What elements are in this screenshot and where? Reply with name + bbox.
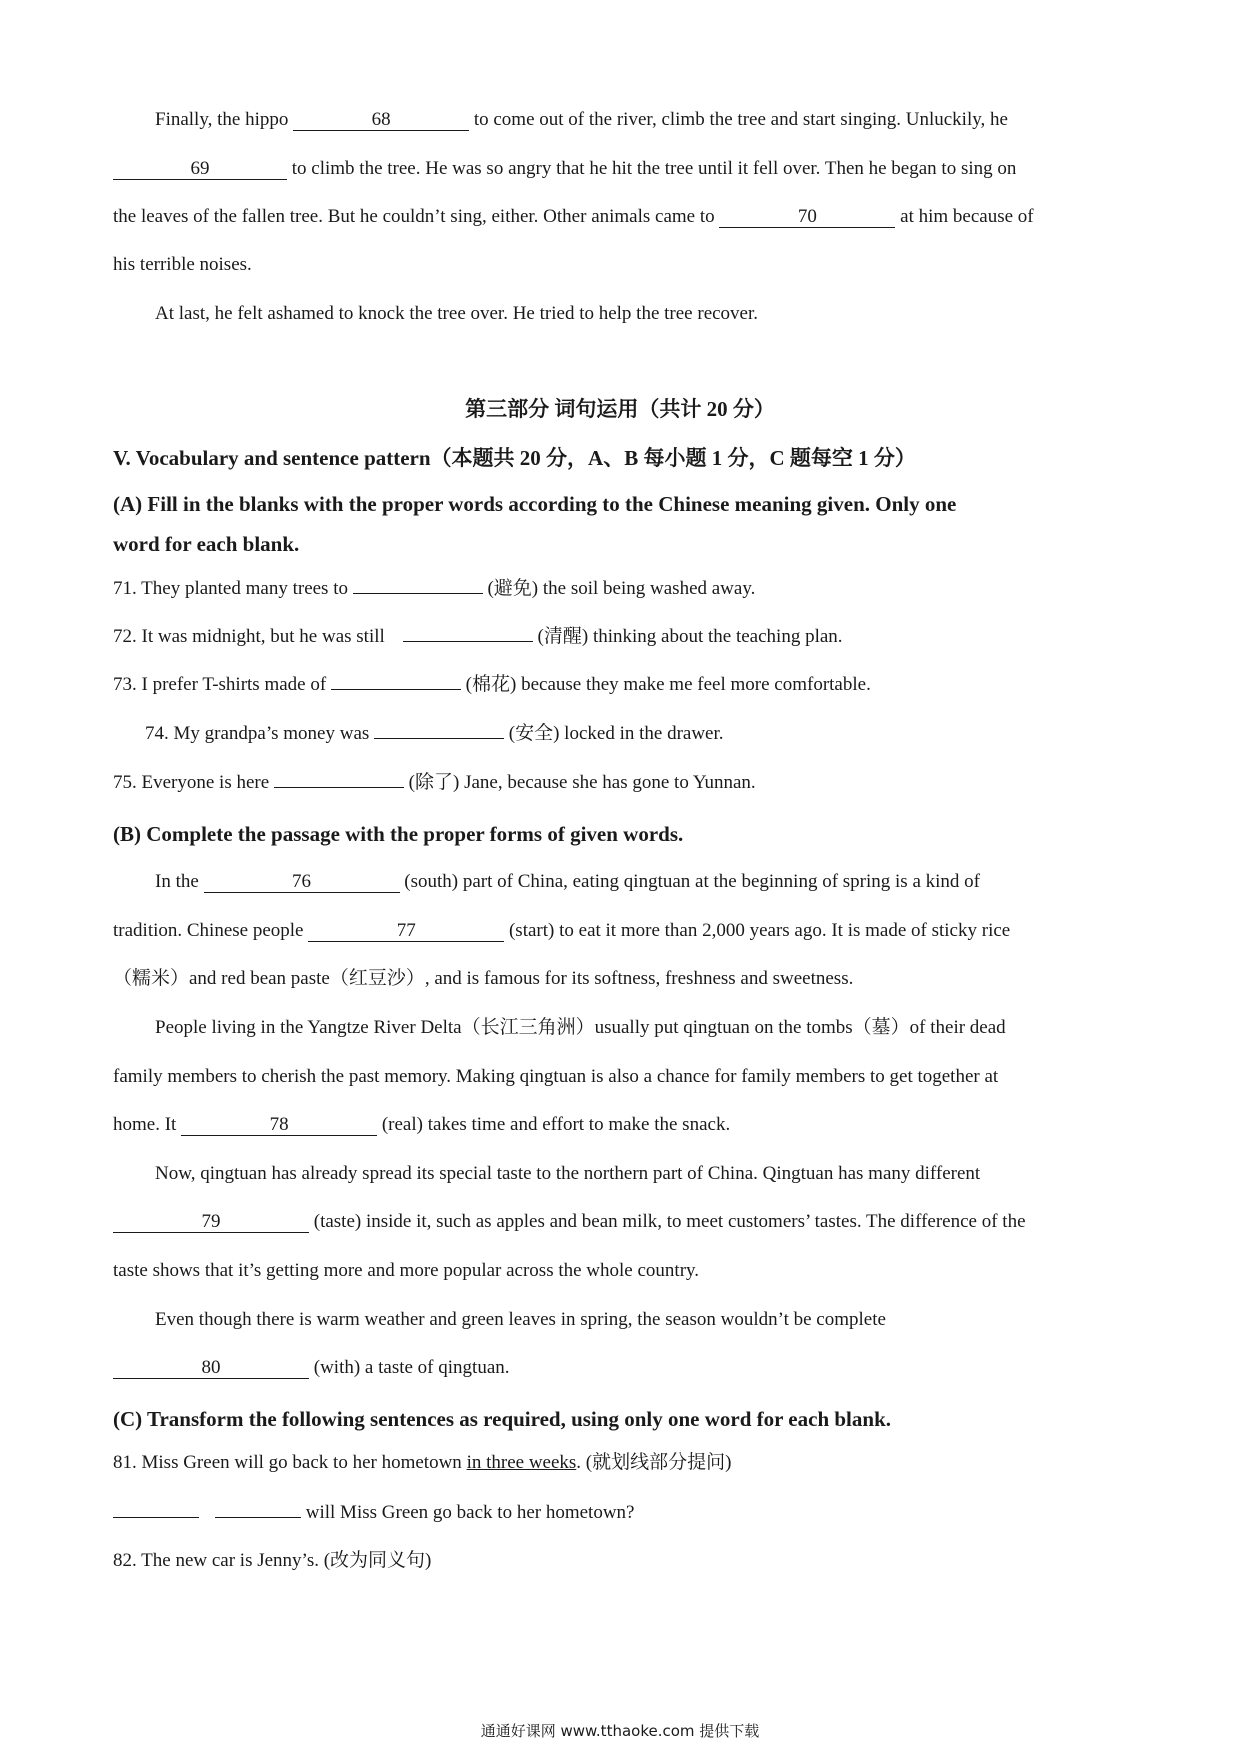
question-72: 72. It was midnight, but he was still (清醒) thinking about the teaching plan.: [113, 626, 843, 647]
answer-blank-75[interactable]: [274, 787, 404, 788]
part-b-line-4: People living in the Yangtze River Delta（长江三角洲）usually put qingtuan on the tombs（墓）of their dead: [155, 1017, 1006, 1038]
part-b-line-5: family members to cherish the past memory. Making qingtuan is also a chance for family members to get together at: [113, 1066, 999, 1087]
answer-blank-76[interactable]: 76: [204, 872, 400, 893]
part-b-line-8: 79 (taste) inside it, such as apples and bean milk, to meet customers’ tastes. The difference of the: [113, 1210, 1026, 1234]
part-c-heading: (C) Transform the following sentences as required, using only one word for each blank.: [113, 1407, 892, 1431]
answer-blank-68[interactable]: 68: [293, 110, 469, 131]
answer-blank-72[interactable]: [403, 641, 533, 642]
part-a-heading-line-2: word for each blank.: [113, 532, 300, 556]
part-a-heading-line-1: (A) Fill in the blanks with the proper words according to the Chinese meaning given. Only one: [113, 492, 957, 516]
answer-blank-74[interactable]: [374, 738, 504, 739]
answer-blank-73[interactable]: [331, 689, 461, 690]
question-75: 75. Everyone is here (除了) Jane, because she has gone to Yunnan.: [113, 772, 756, 793]
passage-line-3: the leaves of the fallen tree. But he couldn’t sing, either. Other animals came to 70 at him because of: [113, 206, 1034, 227]
part-b-line-2: tradition. Chinese people 77 (start) to eat it more than 2,000 years ago. It is made of sticky rice: [113, 920, 1011, 941]
part-b-line-9: taste shows that it’s getting more and more popular across the whole country.: [113, 1260, 700, 1281]
passage-line-5: At last, he felt ashamed to knock the tree over. He tried to help the tree recover.: [155, 303, 759, 324]
passage-line-1: Finally, the hippo 68 to come out of the river, climb the tree and start singing. Unluckily, he: [155, 109, 1008, 130]
answer-blank-80[interactable]: 80: [113, 1358, 309, 1379]
answer-blank-81-2[interactable]: [215, 1517, 301, 1518]
answer-blank-79[interactable]: 79: [113, 1212, 309, 1233]
question-71: 71. They planted many trees to (避免) the soil being washed away.: [113, 578, 756, 599]
answer-blank-69[interactable]: 69: [113, 159, 287, 180]
question-81: 81. Miss Green will go back to her hometown in three weeks. (就划线部分提问): [113, 1452, 732, 1473]
part-b-heading: (B) Complete the passage with the proper forms of given words.: [113, 822, 684, 846]
answer-blank-78[interactable]: 78: [181, 1115, 377, 1136]
part-b-line-1: In the 76 (south) part of China, eating qingtuan at the beginning of spring is a kind of: [155, 871, 980, 892]
question-73: 73. I prefer T-shirts made of (棉花) because they make me feel more comfortable.: [113, 674, 871, 695]
section-title: 第三部分 词句运用（共计 20 分）: [465, 397, 775, 421]
question-81-answer: will Miss Green go back to her hometown?: [113, 1501, 634, 1525]
answer-blank-70[interactable]: 70: [719, 207, 895, 228]
answer-blank-77[interactable]: 77: [308, 921, 504, 942]
page-footer: 通通好课网 www.tthaoke.com 提供下载: [480, 1722, 760, 1740]
question-82: 82. The new car is Jenny’s. (改为同义句): [113, 1550, 432, 1571]
passage-line-4: his terrible noises.: [113, 254, 252, 275]
part-b-line-7: Now, qingtuan has already spread its special taste to the northern part of China. Qingtuan has many different: [155, 1163, 981, 1184]
question-74: 74. My grandpa’s money was (安全) locked in the drawer.: [145, 723, 724, 744]
underlined-phrase: in three weeks: [466, 1452, 577, 1473]
answer-blank-81-1[interactable]: [113, 1517, 199, 1518]
part-b-line-3: （糯米）and red bean paste（红豆沙）, and is famous for its softness, freshness and sweetness.: [113, 968, 854, 989]
part-b-line-10: Even though there is warm weather and green leaves in spring, the season wouldn’t be complete: [155, 1309, 886, 1330]
part-b-line-11: 80 (with) a taste of qingtuan.: [113, 1356, 510, 1380]
passage-line-2: 69 to climb the tree. He was so angry that he hit the tree until it fell over. Then he began to sing on: [113, 157, 1016, 181]
part-v-heading: V. Vocabulary and sentence pattern（本题共 20 分，A、B 每小题 1 分，C 题每空 1 分）: [113, 446, 916, 470]
part-b-line-6: home. It 78 (real) takes time and effort to make the snack.: [113, 1114, 731, 1135]
answer-blank-71[interactable]: [353, 593, 483, 594]
